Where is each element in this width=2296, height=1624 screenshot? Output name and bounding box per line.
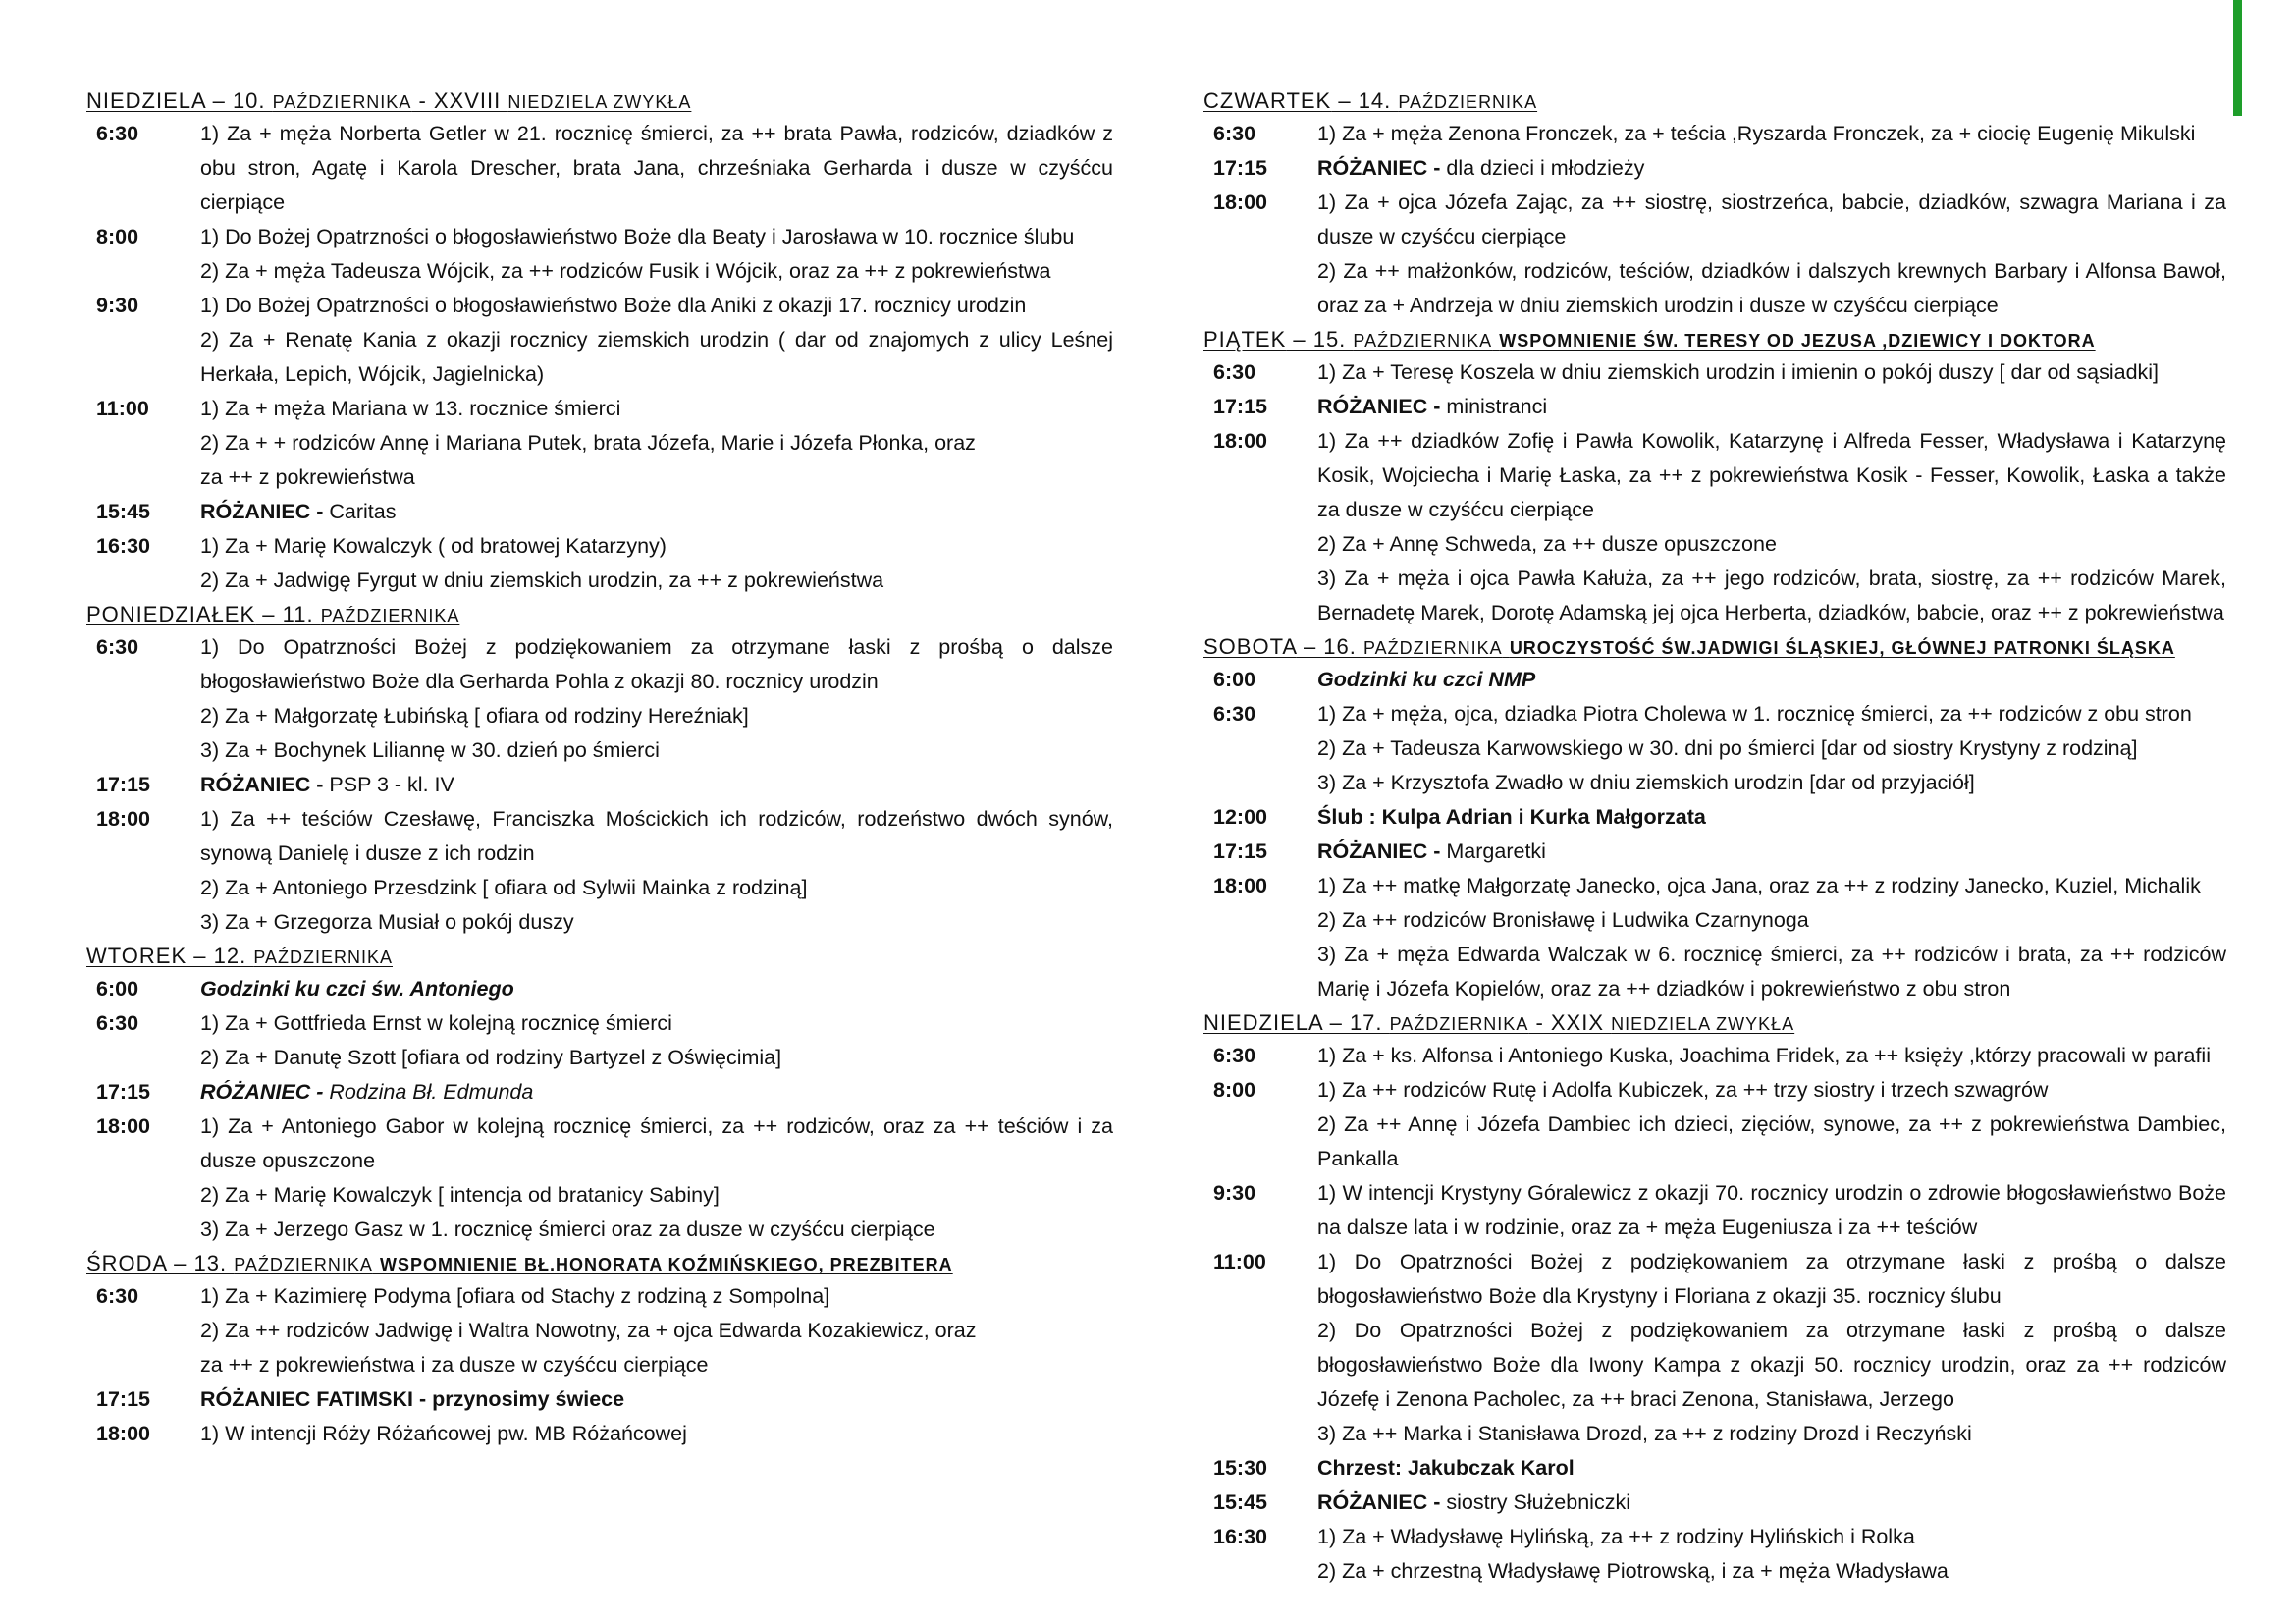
intention: [200, 1213, 1113, 1247]
mass-time: 6:30: [1213, 1044, 1256, 1067]
intention: [200, 289, 1113, 323]
month-name: PAŹDZIERNIKA: [1389, 1014, 1529, 1034]
mass-slot: [86, 1382, 1113, 1417]
mass-slot: [1203, 151, 2226, 186]
mass-slot: [86, 1006, 1113, 1075]
intentions: [1317, 1520, 2226, 1589]
intentions: [200, 220, 1113, 289]
mass-time: 6:30: [96, 1011, 139, 1035]
intentions: [200, 117, 1113, 220]
intention: [1317, 663, 2226, 697]
month-name: PAŹDZIERNIKA: [320, 606, 460, 625]
intentions: [1317, 1486, 2226, 1520]
intention: [1317, 1176, 2226, 1245]
mass-time: 18:00: [1213, 874, 1267, 897]
mass-slot: [86, 529, 1113, 598]
intentions: [200, 972, 1113, 1006]
left-column: [86, 84, 1113, 1451]
intention: [200, 323, 1113, 392]
intention-text: 1) Za ++ dziadków Zofię i Pawła Kowolik, Katarzynę i Alfreda Fesser, Władysława i Katarzynę Kosik, Wojciecha i Marię Łaska, za ++ z pokrewieństwa Kosik - Fesser, Kowolik, Łaska a także za dusze w czyśćcu cierpiące: [1317, 429, 2226, 521]
sunday-number: - XXVIII: [411, 88, 508, 113]
intention: [200, 1348, 1113, 1382]
mass-time: 6:30: [1213, 122, 1256, 145]
intention-text: Margaretki: [1446, 839, 1546, 863]
day-name: NIEDZIELA: [86, 88, 206, 113]
intention-title: RÓŻANIEC -: [1317, 395, 1447, 418]
intention: [200, 1314, 1113, 1348]
intention: [1317, 1417, 2226, 1451]
intention-text: 2) Za ++ małżonków, rodziców, teściów, dziadków i dalszych krewnych Barbary i Alfonsa Bawoł, oraz za + Andrzeja w dniu ziemskich urodzin i dusze w czyśćcu cierpiące: [1317, 259, 2226, 317]
mass-slot: [86, 802, 1113, 940]
intention-text: ministranci: [1446, 395, 1548, 418]
intention: [1317, 186, 2226, 254]
intention: [200, 1178, 1113, 1213]
mass-time: 6:30: [1213, 360, 1256, 384]
day-header: [86, 84, 1113, 117]
feast-name: WSPOMNIENIE ŚW. TERESY OD JEZUSA ,DZIEWICY I DOKTORA: [1499, 331, 2096, 351]
mass-time: 18:00: [1213, 190, 1267, 214]
intentions: [1317, 800, 2226, 835]
mass-time: 6:00: [96, 977, 139, 1001]
day-header: [1203, 1006, 2226, 1039]
intention-text: 1) Za ++ rodziców Rutę i Adolfa Kubiczek, za ++ trzy siostry i trzech szwagrów: [1317, 1078, 2049, 1102]
feast-name: UROCZYSTOŚĆ ŚW.JADWIGI ŚLĄSKIEJ, GŁÓWNEJ PATRONKI ŚLĄSKA: [1509, 638, 2175, 658]
intention: [1317, 117, 2226, 151]
intention-text: 1) Za + męża Zenona Fronczek, za + teścia ,Ryszarda Fronczek, za + ciocię Eugenię Mikulski: [1317, 122, 2196, 145]
intention-text: 1) Za + Władysławę Hylińską, za ++ z rodziny Hylińskich i Rolka: [1317, 1525, 1915, 1548]
day-date: – 13.: [167, 1251, 235, 1275]
intention-title: RÓŻANIEC FATIMSKI - przynosimy świece: [200, 1387, 625, 1411]
intention-title: RÓŻANIEC -: [1317, 156, 1447, 180]
intention-text: 1) Za + męża, ojca, dziadka Piotra Cholewa w 1. rocznicę śmierci, za ++ rodziców z obu stron: [1317, 702, 2192, 726]
mass-slot: [1203, 390, 2226, 424]
mass-slot: [1203, 835, 2226, 869]
intention: [1317, 390, 2226, 424]
intention-title: RÓŻANIEC -: [200, 773, 330, 796]
day-name: ŚRODA: [86, 1251, 168, 1275]
intention: [200, 254, 1113, 289]
intentions: [1317, 869, 2226, 1006]
intention: [200, 630, 1113, 699]
intention: [200, 768, 1113, 802]
mass-slot: [1203, 1451, 2226, 1486]
intention-text: 1) Za ++ matkę Małgorzatę Janecko, ojca Jana, oraz za ++ z rodziny Janecko, Kuziel, Michalik: [1317, 874, 2201, 897]
intention: [1317, 1520, 2226, 1554]
intention-text: PSP 3 - kl. IV: [329, 773, 454, 796]
intention-text: 2) Za ++ rodziców Jadwigę i Waltra Nowotny, za + ojca Edwarda Kozakiewicz, oraz: [200, 1319, 977, 1342]
mass-time: 11:00: [96, 397, 149, 420]
day-date: – 14.: [1331, 88, 1399, 113]
intention: [1317, 151, 2226, 186]
intentions: [1317, 1451, 2226, 1486]
sunday-number: - XXIX: [1528, 1010, 1612, 1035]
day-name: CZWARTEK: [1203, 88, 1332, 113]
right-column: [1203, 84, 2226, 1589]
mass-slot: [1203, 117, 2226, 151]
intention: [1317, 355, 2226, 390]
intentions: [1317, 1245, 2226, 1451]
mass-slot: [86, 289, 1113, 392]
intention: [1317, 1108, 2226, 1176]
month-name: PAŹDZIERNIKA: [272, 92, 412, 112]
mass-time: 12:00: [1213, 805, 1267, 829]
intentions: [200, 392, 1113, 495]
day-header: [86, 1247, 1113, 1279]
intention-text: 1) Za + Teresę Koszela w dniu ziemskich urodzin i imienin o pokój duszy [ dar od sąsiadki]: [1317, 360, 2160, 384]
mass-slot: [86, 972, 1113, 1006]
intention-text: 2) Za + chrzestną Władysławę Piotrowską, i za + męża Władysława: [1317, 1559, 1949, 1583]
sunday-type: NIEDZIELA ZWYKŁA: [507, 92, 692, 112]
intention-title: Godzinki ku czci NMP: [1317, 668, 1536, 691]
day-date: – 12.: [187, 944, 254, 968]
intention-text: 2) Za + Annę Schweda, za ++ dusze opuszczone: [1317, 532, 1777, 556]
intention-text: 3) Za + męża Edwarda Walczak w 6. rocznicę śmierci, za ++ rodziców i brata, za ++ rodziców Marię i Józefa Kopielów, oraz za ++ dziadków i pokrewieństwo z obu stron: [1317, 943, 2226, 1001]
day-name: PONIEDZIAŁEK: [86, 602, 256, 626]
intention-text: 1) Do Opatrzności Bożej z podziękowaniem za otrzymane łaski z prośbą o dalsze błogosławieństwo Boże dla Krystyny i Floriana z okazji 35. rocznicy ślubu: [1317, 1250, 2226, 1308]
day-date: – 17.: [1322, 1010, 1390, 1035]
intention: [200, 871, 1113, 905]
mass-slot: [86, 768, 1113, 802]
intention: [200, 1417, 1113, 1451]
mass-slot: [86, 1075, 1113, 1110]
intention-text: za ++ z pokrewieństwa i za dusze w czyśćcu cierpiące: [200, 1353, 709, 1377]
mass-time: 17:15: [1213, 156, 1267, 180]
intentions: [200, 529, 1113, 598]
intentions: [1317, 1039, 2226, 1073]
day-header: [86, 598, 1113, 630]
mass-slot: [86, 1279, 1113, 1382]
intention: [1317, 938, 2226, 1006]
intentions: [200, 630, 1113, 768]
intention: [1317, 903, 2226, 938]
mass-slot: [86, 495, 1113, 529]
intentions: [1317, 835, 2226, 869]
mass-time: 6:30: [96, 122, 139, 145]
intention-text: 1) Za + ojca Józefa Zając, za ++ siostrę, siostrzeńca, babcie, dziadków, szwagra Mariana i za dusze w czyśćcu cierpiące: [1317, 190, 2226, 248]
mass-slot: [1203, 869, 2226, 1006]
intention: [1317, 869, 2226, 903]
mass-slot: [1203, 424, 2226, 630]
intentions: [1317, 697, 2226, 800]
intentions: [200, 802, 1113, 940]
intention-text: Caritas: [329, 500, 397, 523]
intention: [200, 905, 1113, 940]
intention-text: 3) Za + Jerzego Gasz w 1. rocznicę śmierci oraz za dusze w czyśćcu cierpiące: [200, 1218, 935, 1241]
mass-slot: [1203, 1520, 2226, 1589]
intention-text: 2) Za + Marię Kowalczyk [ intencja od bratanicy Sabiny]: [200, 1183, 720, 1207]
intention-text: 1) W intencji Krystyny Góralewicz z okazji 70. rocznicy urodzin o zdrowie błogosławieństwo Boże na dalsze lata i w rodzinie, oraz za + męża Eugeniusza i za ++ teściów: [1317, 1181, 2226, 1239]
intention-title: RÓŻANIEC -: [200, 1080, 330, 1104]
intention-title: Godzinki ku czci św. Antoniego: [200, 977, 514, 1001]
mass-slot: [86, 392, 1113, 495]
green-accent-bar: [2233, 0, 2242, 116]
intention: [200, 392, 1113, 426]
feast-name: WSPOMNIENIE BŁ.HONORATA KOŹMIŃSKIEGO, PREZBITERA: [380, 1255, 953, 1274]
intentions: [200, 768, 1113, 802]
intentions: [1317, 151, 2226, 186]
mass-slot: [1203, 1073, 2226, 1176]
intentions: [200, 1075, 1113, 1110]
mass-time: 15:30: [1213, 1456, 1267, 1480]
day-name: SOBOTA: [1203, 634, 1297, 659]
month-name: PAŹDZIERNIKA: [1363, 638, 1503, 658]
intention: [200, 460, 1113, 495]
mass-time: 15:45: [1213, 1490, 1267, 1514]
intention-text: 1) Za + Gottfrieda Ernst w kolejną rocznicę śmierci: [200, 1011, 672, 1035]
mass-time: 17:15: [1213, 395, 1267, 418]
mass-time: 6:30: [96, 1284, 139, 1308]
intention: [1317, 1314, 2226, 1417]
intention: [200, 972, 1113, 1006]
intention-text: 1) Do Bożej Opatrzności o błogosławieństwo Boże dla Beaty i Jarosława w 10. rocznice ślubu: [200, 225, 1075, 248]
mass-slot: [86, 1110, 1113, 1247]
intention: [1317, 1554, 2226, 1589]
mass-time: 17:15: [96, 1387, 150, 1411]
intention-text: dla dzieci i młodzieży: [1446, 156, 1645, 180]
sunday-number: [1503, 634, 1510, 659]
intention: [1317, 1039, 2226, 1073]
month-name: PAŹDZIERNIKA: [1353, 331, 1493, 351]
intention-text: 1) Za + Kazimierę Podyma [ofiara od Stachy z rodziną z Sompolna]: [200, 1284, 830, 1308]
intentions: [1317, 117, 2226, 151]
intention-text: 2) Do Opatrzności Bożej z podziękowaniem za otrzymane łaski z prośbą o dalsze błogosławieństwo Boże dla Iwony Kampa z okazji 50. rocznicy urodzin, oraz za ++ rodziców Józefę i Zenona Pacholec, za ++ braci Zenona, Stanisława, Jerzego: [1317, 1319, 2226, 1411]
intention-text: 2) Za + Danutę Szott [ofiara od rodziny Bartyzel z Oświęcimia]: [200, 1046, 782, 1069]
intention-text: 2) Za + + rodziców Annę i Mariana Putek, brata Józefa, Marie i Józefa Płonka, oraz: [200, 431, 976, 455]
intentions: [200, 1382, 1113, 1417]
intention-text: 2) Za + Antoniego Przesdzink [ ofiara od Sylwii Mainka z rodziną]: [200, 876, 808, 899]
mass-time: 16:30: [96, 534, 150, 558]
intention: [200, 529, 1113, 564]
intention-text: 2) Za + Renatę Kania z okazji rocznicy ziemskich urodzin ( dar od znajomych z ulicy Leśnej Herkała, Lepich, Wójcik, Jagielnicka): [200, 328, 1113, 386]
intention: [1317, 1245, 2226, 1314]
intention-text: siostry Służebniczki: [1446, 1490, 1630, 1514]
intention-text: 3) Za + męża i ojca Pawła Kałuża, za ++ jego rodziców, brata, siostrę, za ++ rodziców Marek, Bernadetę Marek, Dorotę Adamską jej ojca Herberta, dziadków, babcie, oraz ++ z pokrewieństwa: [1317, 567, 2226, 624]
mass-time: 16:30: [1213, 1525, 1267, 1548]
mass-time: 6:30: [1213, 702, 1256, 726]
intentions: [1317, 186, 2226, 323]
intention: [1317, 766, 2226, 800]
intention: [1317, 697, 2226, 731]
mass-time: 11:00: [1213, 1250, 1266, 1273]
intentions: [1317, 355, 2226, 390]
intentions: [1317, 1073, 2226, 1176]
intention: [1317, 1073, 2226, 1108]
mass-slot: [1203, 1176, 2226, 1245]
mass-time: 9:30: [1213, 1181, 1256, 1205]
intentions: [200, 1006, 1113, 1075]
month-name: PAŹDZIERNIKA: [253, 947, 393, 967]
mass-time: 6:30: [96, 635, 139, 659]
day-header: [1203, 630, 2226, 663]
intention: [200, 564, 1113, 598]
intention: [200, 495, 1113, 529]
mass-time: 15:45: [96, 500, 150, 523]
intention-title: RÓŻANIEC -: [200, 500, 330, 523]
intentions: [200, 289, 1113, 392]
mass-slot: [86, 117, 1113, 220]
intention-text: 3) Za + Bochynek Liliannę w 30. dzień po śmierci: [200, 738, 660, 762]
intentions: [1317, 663, 2226, 697]
intention: [1317, 254, 2226, 323]
mass-slot: [1203, 355, 2226, 390]
intention-text: 1) Za + Antoniego Gabor w kolejną rocznicę śmierci, za ++ rodziców, oraz za ++ teściów i za dusze opuszczone: [200, 1114, 1113, 1172]
month-name: PAŹDZIERNIKA: [234, 1255, 373, 1274]
intention-text: 3) Za + Krzysztofa Zwadło w dniu ziemskich urodzin [dar od przyjaciół]: [1317, 771, 1975, 794]
intentions: [1317, 390, 2226, 424]
intention-text: 1) Za + ks. Alfonsa i Antoniego Kuska, Joachima Fridek, za ++ księży ,którzy pracowali w parafii: [1317, 1044, 2211, 1067]
intention-text: 2) Za + Tadeusza Karwowskiego w 30. dni po śmierci [dar od siostry Krystyny z rodziną]: [1317, 736, 2138, 760]
month-name: PAŹDZIERNIKA: [1398, 92, 1538, 112]
intention-title: RÓŻANIEC -: [1317, 1490, 1447, 1514]
intention-text: 2) Za ++ Annę i Józefa Dambiec ich dzieci, zięciów, synowe, za ++ z pokrewieństwa Dambiec, Pankalla: [1317, 1112, 2226, 1170]
mass-time: 17:15: [96, 773, 150, 796]
intentions: [200, 1417, 1113, 1451]
intention: [1317, 562, 2226, 630]
mass-time: 6:00: [1213, 668, 1256, 691]
intentions: [200, 1279, 1113, 1382]
mass-time: 17:15: [1213, 839, 1267, 863]
intention-text: za ++ z pokrewieństwa: [200, 465, 415, 489]
mass-time: 18:00: [96, 1422, 150, 1445]
intention: [1317, 424, 2226, 527]
mass-time: 18:00: [1213, 429, 1267, 453]
mass-slot: [1203, 1486, 2226, 1520]
day-header: [1203, 84, 2226, 117]
day-date: – 11.: [255, 602, 321, 626]
intention: [1317, 1451, 2226, 1486]
intention-text: 3) Za + Grzegorza Musiał o pokój duszy: [200, 910, 574, 934]
mass-time: 18:00: [96, 1114, 150, 1138]
intention-text: 2) Za + Małgorzatę Łubińską [ ofiara od rodziny Hereźniak]: [200, 704, 749, 728]
mass-time: 18:00: [96, 807, 150, 831]
intention-text: 2) Za + męża Tadeusza Wójcik, za ++ rodziców Fusik i Wójcik, oraz za ++ z pokrewieństwa: [200, 259, 1051, 283]
intention: [200, 1382, 1113, 1417]
day-name: PIĄTEK: [1203, 327, 1287, 352]
intention-text: 1) Za + Marię Kowalczyk ( od bratowej Katarzyny): [200, 534, 667, 558]
day-date: – 10.: [205, 88, 273, 113]
intention-title: Ślub : Kulpa Adrian i Kurka Małgorzata: [1317, 805, 1706, 829]
mass-slot: [1203, 1245, 2226, 1451]
day-header: [86, 940, 1113, 972]
intention-text: 2) Za + Jadwigę Fyrgut w dniu ziemskich urodzin, za ++ z pokrewieństwa: [200, 568, 884, 592]
sunday-type: NIEDZIELA ZWYKŁA: [1611, 1014, 1795, 1034]
intention-text: 1) Za ++ teściów Czesławę, Franciszka Mościckich ich rodziców, rodzeństwo dwóch synów, synową Danielę i dusze z ich rodzin: [200, 807, 1113, 865]
sunday-number: [373, 1251, 380, 1275]
intention-text: 1) Za + męża Mariana w 13. rocznice śmierci: [200, 397, 621, 420]
intention: [200, 426, 1113, 460]
intention-text: 1) Za + męża Norberta Getler w 21. rocznicę śmierci, za ++ brata Pawła, rodziców, dziadków z obu stron, Agatę i Karola Drescher, brata Jana, chrześniaka Gerharda i dusze w czyśćcu cierpiące: [200, 122, 1113, 214]
mass-slot: [86, 630, 1113, 768]
day-name: NIEDZIELA: [1203, 1010, 1323, 1035]
mass-slot: [1203, 1039, 2226, 1073]
intention: [200, 1279, 1113, 1314]
day-name: WTOREK: [86, 944, 187, 968]
intention: [200, 220, 1113, 254]
mass-slot: [1203, 697, 2226, 800]
mass-time: 8:00: [1213, 1078, 1256, 1102]
intention: [1317, 800, 2226, 835]
intention: [200, 117, 1113, 220]
intention-text: 1) Do Bożej Opatrzności o błogosławieństwo Boże dla Aniki z okazji 17. rocznicy urodzin: [200, 294, 1027, 317]
intention-text: 3) Za ++ Marka i Stanisława Drozd, za ++ z rodziny Drozd i Reczyński: [1317, 1422, 1972, 1445]
mass-slot: [1203, 186, 2226, 323]
intention: [1317, 731, 2226, 766]
intention: [1317, 1486, 2226, 1520]
intention-text: Rodzina Bł. Edmunda: [329, 1080, 534, 1104]
intention-title: Chrzest: Jakubczak Karol: [1317, 1456, 1575, 1480]
intention: [200, 1041, 1113, 1075]
intention: [200, 1110, 1113, 1178]
day-date: – 15.: [1286, 327, 1354, 352]
intentions: [1317, 1176, 2226, 1245]
mass-slot: [86, 1417, 1113, 1451]
intention: [1317, 527, 2226, 562]
intention: [200, 733, 1113, 768]
intention: [1317, 835, 2226, 869]
intention: [200, 699, 1113, 733]
mass-time: 9:30: [96, 294, 139, 317]
intention: [200, 802, 1113, 871]
mass-slot: [1203, 663, 2226, 697]
intention-text: 2) Za ++ rodziców Bronisławę i Ludwika Czarnynoga: [1317, 908, 1809, 932]
intention: [200, 1006, 1113, 1041]
intentions: [200, 495, 1113, 529]
intention-title: RÓŻANIEC -: [1317, 839, 1447, 863]
intention: [200, 1075, 1113, 1110]
intention-text: 1) W intencji Róży Różańcowej pw. MB Różańcowej: [200, 1422, 687, 1445]
mass-slot: [1203, 800, 2226, 835]
mass-slot: [86, 220, 1113, 289]
day-header: [1203, 323, 2226, 355]
day-date: – 16.: [1296, 634, 1363, 659]
mass-time: 8:00: [96, 225, 139, 248]
mass-time: 17:15: [96, 1080, 150, 1104]
intention-text: 1) Do Opatrzności Bożej z podziękowaniem za otrzymane łaski z prośbą o dalsze błogosławieństwo Boże dla Gerharda Pohla z okazji 80. rocznicy urodzin: [200, 635, 1113, 693]
intentions: [1317, 424, 2226, 630]
intentions: [200, 1110, 1113, 1247]
